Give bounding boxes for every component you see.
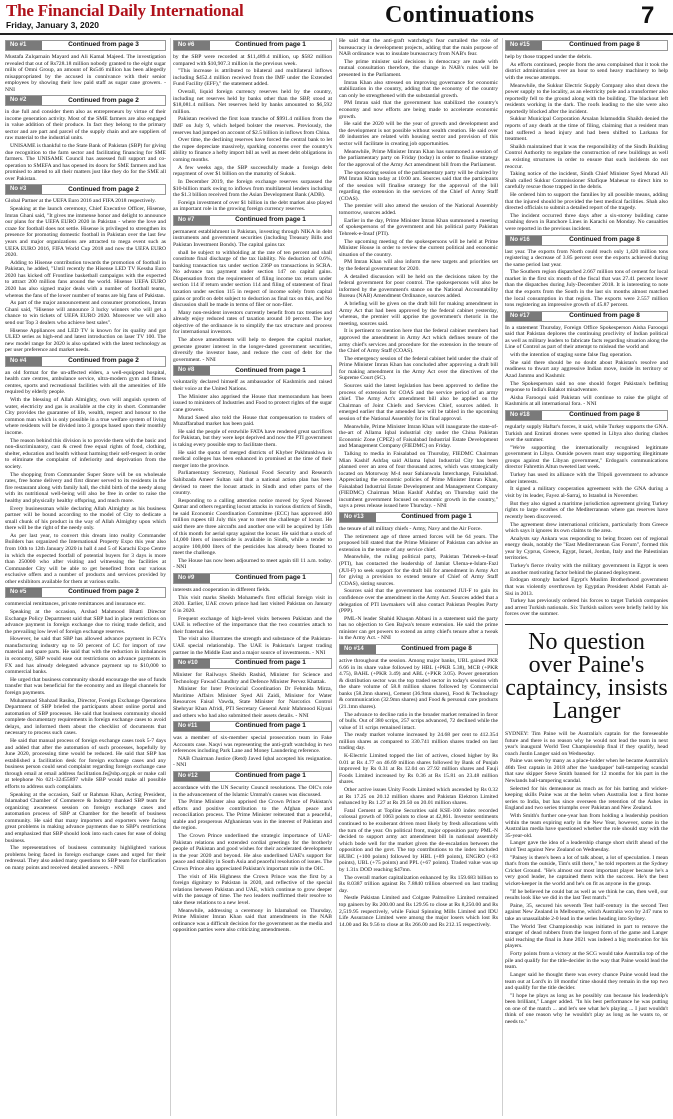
continuation-box	[339, 644, 498, 655]
paragraph: Foreign investment of over $1 billion in the debt market also played an important role in the growing foreign currency reserves.	[173, 199, 332, 213]
paragraph: "I hope he plays as long as he possibly can because his leadership's been brilliant," Langer added. "In his best performance he was putting on one of the match ... and let's see what he's playing ... I just wouldn't think of one reason why he wouldn't play as long as he wants to, or needs to."	[505, 992, 668, 1025]
paragraph: He said the 2020 will be the year of growth and development and the development is not possible without wealth creation. He said over 40 industries are related with housing sector and provision of this sector will facilitate in creating job opportunities.	[339, 121, 498, 147]
story-number: No #2	[6, 96, 42, 105]
paragraph: The Spokesperson said no one should forget Pakistan's befitting response to India's Balakot misadventure.	[505, 380, 668, 394]
continued-from: Continued from page 2	[68, 96, 139, 104]
column-divider	[336, 38, 337, 1116]
paragraph: Pakistan received the first loan tranche of $991.4 million from the IMF on July 9, which helped bolster the reserves. Previously, the reserves had jumped on account of $2.5 billion in inflows from China.	[173, 116, 332, 136]
paragraph: The incident occurred three days after a six-storey building came crashing down in Ranchore Lines in Karachi on Monday. No casualties were reported in the previous incident.	[505, 212, 668, 232]
paragraph: "If he believed he could bat as well as we think he can, then well, our results look like we did in the last Test match."	[505, 888, 668, 902]
continued-from: Continued from page 8	[569, 235, 640, 243]
paragraph: Speaking at the occasion, Arshad Mahmood Bhatti Director Exchange Policy Department said that SBP had in place restrictions on advance payment in foreign exchange due to rising trade deficit, and the prevailing low level of foreign exchange reserves.	[5, 608, 166, 635]
paragraph: Meanwhile, the Sukkur Electric Supply Company also shut down the power supply to the locality, as an electricity pole and a transformer also reportedly fell to the ground along with the building. The blackout left residents working in the dark. The roofs leading to the site were also reportedly blocked after the incident.	[505, 82, 668, 115]
paragraph: The Minister also apprised the House that memorandum has been issued to ministers of Industries and Food to protect rights of the sugar cane growers.	[173, 393, 332, 413]
paragraph: Muhammad Shahzad Rasika, Director, Foreign Exchange Operations Department of SBP briefed the participants about online portal and automation of SBP processes. He said that business community should complete documentary requirements in foreign exchange cases to avoid delays, and informed them about the checklist of documents that necessary to process such cases.	[5, 697, 166, 737]
paragraph: Many non-resident investors currently benefit from tax treaties and already enjoy reduced rates of taxation around 10 percent. The key objective of the ordinance is to simplify the tax structure and process for international investors.	[173, 309, 332, 336]
continuation-box	[173, 215, 332, 226]
story-number: No #8	[174, 366, 210, 375]
continued-from: Continued from page 1	[401, 513, 472, 521]
story-number: No #12	[174, 772, 210, 781]
paragraph: Paine, 35, secured his seventh Test half-century in the second Test against New Zealand in Melbourne, which Australia won by 247 runs to take an unassailable 2-0 lead in the series heading into Sydney.	[505, 902, 668, 923]
continuation-box	[5, 40, 166, 51]
paragraph: A few weeks ago, the SBP successfully made a foreign debt repayment of over $1 billion on the maturity of Sukuk.	[173, 164, 332, 178]
paragraph: Adding to Hisense contribution towards the promotion of football in Pakistan, he added, "Until recently the Hisense LED TV Kessha Euro 2020 has kicked off Frontline basketball campaigns with the expected to attract 200 million fans around the world. Hisense UEFA EURO 2020 has also signed major deals with a number of football teams, whereas the fans of the lower number of teams are big fans of Pakistan.	[5, 259, 166, 299]
continued-from: Continued from page 2	[68, 588, 139, 596]
paragraph: in due full and consider them also as entrepreneurs by virtue of their income generation activity. Most of the SME farmers are also engaged in value addition of their produce. In fact they belong to the primary sector and are part and parcel of the supply chain and are suppliers of raw material to the industrial units.	[5, 109, 166, 142]
newspaper-logo: The Financial Daily International	[6, 1, 244, 20]
paragraph: However, he said that SBP has allowed advance payment in FCYs manufacturing industry up to 50 percent of LC for import of raw material and spare parts. He said that with the reduction in imbalances in economy, SBP would ease out restrictions on advance payments in FX and has already delegated advance payment up to $10,000 to commercial banks.	[5, 636, 166, 676]
paragraph: Other active issues Unity Foods Limited which ascended by Rs 0.32 at Rs 17.25 on 20.12 million shares and Pakistan Elektron Limited enhanced by Rs 1.27 at Rs 29.50 on 20.01 million shares.	[339, 787, 498, 807]
paragraph: PM Imran Khan will also inform the new targets and priorities set by the federal government for 2020.	[339, 259, 498, 272]
paragraph: commercial remittances, private remittances and insurance etc.	[5, 601, 146, 608]
paragraph: In December 2019, the foreign exchange reserves surpassed the $10-billion mark owing to inflows from multilateral lenders including the $1.3 billion received from the Asian Development Bank (ADB).	[173, 178, 332, 199]
paragraph: The shopping from Commander Super Store will be on wholesale rates, free home delivery and first dinner served to its residents in the fire restaurant along with family hall, the child birth of the needy along with its nutritional well-being will also be free in order to raise the healthy and physically healthy offspring, and much more.	[5, 471, 166, 504]
paragraph: help by those trapped under the debris.	[505, 54, 592, 60]
story-number: No #18	[506, 411, 542, 420]
paragraph: The ready market volume increased by 24.68 per cent to 412.354 million shares as compared to 330.741 million shares traded on last trading day.	[339, 732, 498, 752]
paragraph: The World Test Championship was initiated in part to remove the stranger of dead rubbers from the longest form of the game and Langer said reaching the final in June 2021 was indeed a big motivation for his players.	[505, 923, 668, 950]
paragraph: The upcoming meeting of the spokespersons will be held at Prime Minister House in order to review the current political and economic situation of the country.	[339, 238, 498, 258]
paragraph: Turkey has used its alliance with the Tripoli government to advance other interests.	[505, 472, 668, 485]
paragraph: The visit also illustrates the strength and substance of the Pakistan-UAE special relationship. The UAE is Pakistan's largest trading partner in the Middle East and a major source of investments. - NNI	[173, 636, 332, 656]
article-headline: No question over Paine's captaincy, insists Langer	[505, 624, 668, 723]
paragraph: Overall, liquid foreign currency reserves held by the country, including net reserves held by banks other than the SBP, stood at $18,081.4 million. Net reserves held by banks amounted to $6,592 million.	[173, 89, 332, 115]
continuation-box	[5, 95, 166, 106]
column-divider	[170, 38, 171, 1116]
story-number: No #5	[6, 588, 42, 597]
paragraph: The reason behind this division is to provide them with the basic and non-discriminatory, cast & creed free equal rights of food, clothing, shelter, education and health without harming their self-respect in order to eliminate the complaint of inferiority and deprivation from the society.	[5, 437, 166, 470]
continuation-box	[173, 721, 332, 732]
paragraph: She said there should be no doubt about Pakistan's resolve and readiness to thwart any aggressive Indian move, inside its territory or Azad Jammu and Kashmir.	[505, 359, 668, 379]
paragraph: Talking to media in Faisalabad on Thursday, FIEDMC Chairman Mian Kashif Ashfaq said Allama Iqbal Industrial City has been planned over an area of four thousand acres, which was strategically located on Motorway M-4 near Sahianwala Interchange, Faisalabad. Appreciating the economic policies of Prime Minister Imran Khan, Faisalabad Industrial Estate Development and Management Company (FIEDMC) Chairman Mian Kashif Ashfaq on Thursday said the incumbent government focused on economic growth in the country," says a press release issued here Thursday. - NNI	[339, 451, 498, 510]
continued-from: Continued from page 1	[235, 659, 306, 667]
masthead	[0, 0, 673, 35]
paragraph: He said that manual process of foreign exchange cases took 5-7 days and added that after the automation of such processes, hopefully by June 2020, processing time would be reduced. He said that SBP has established a facilitation desk for foreign exchange cases and any business person could send complaint regarding foreign exchange case through email at email address facilitation.fe@sbp.org.pk or make call at telephone No 021-32455897 while SBP would make all possible efforts to address such complaints.	[5, 738, 166, 790]
paragraph: He said the people of erstwhile FATA have rendered great sacrifices for Pakistan, but they were kept deprived and now the PTI government is taking every possible step to facilitate them.	[173, 428, 332, 448]
continued-from: Continued from page 1	[235, 41, 306, 49]
continuation-box	[505, 235, 668, 246]
paragraph: Global Partner at the UEFA Euro 2016 and FIFA 2018 respectively.	[5, 198, 156, 205]
paragraph: It is pertinent to mention here that the federal cabinet members had approved the amendment in Army Act which defines tenure of the army chief's services and procedure for the extension in the tenure of the Chief of Army Staff (COAS).	[339, 328, 498, 355]
paragraph: Parliamentary Secretary, National Food Security and Research Sahibzada Ameer Sultan said that a national action plan has been devised to meet the locust attack in Sindh and other parts of the country.	[173, 470, 332, 497]
paragraph: Turkey's fierce rivalry with the military government in Egypt is seen as another motivating factor behind the planned deployment.	[505, 563, 668, 576]
paragraph: was a member of six-member special prosecution team in Fake Accounts case. Naqvi was representing the anti-graft watchdog in two references including Park Lane and Money Laundering reference.	[173, 735, 332, 755]
paragraph: The agreement drew international criticism, particularly from Greece which says it ignores its own claims to the area.	[505, 521, 668, 535]
story-number: No #6	[174, 41, 210, 50]
paragraph: The emergency session of the federal cabinet held under the chair of Prime Minister Imran Khan has concluded after approving a draft bill for making amendment in the Army Act over the directives of the Supreme Court (SC).	[339, 355, 498, 382]
story-number: No #7	[174, 216, 210, 225]
continued-from: Continued from page 1	[235, 574, 306, 582]
paragraph: Every businessman while declaring Allah Almighty as his business partner will be bound according to the model of City to dedicate a small chunk of his product in the way of Allah Almighty upon which there will be the right of the needy only.	[5, 505, 166, 532]
paragraph: "We're supporting the internationally recognised legitimate government in Libya. Outside powers must stay supporting illegitimate groups against the Libyan government," Erdogan's communications director Fahrettin Altun tweeted last week.	[505, 444, 668, 471]
paragraph: Meanwhile, the ruling political party, Pakistan Tehreek-e-Insaf (PTI), has contacted the leadership of Jamiat Ulema-e-Islam-Fazl (JUI-F) to seek support for the draft bill for amendment in Army Act for giving a provision to extend tenure of Chief of Army Staff (COAS), sisting sources.	[339, 554, 498, 587]
continuation-box	[173, 40, 332, 51]
story-number: No #10	[174, 659, 210, 668]
paragraph: interests and cooperation in different fields.	[173, 587, 271, 594]
paragraph: Hisense Appliances and LED TV is known for its quality and got ULED series as high-end and latest introduction on laser TV 100. The new model range for 2020 is also updated with the latest technology as per user preference and market needs.	[5, 327, 166, 354]
paragraph: Earlier in the day, Prime Minister Imran Khan summoned a meeting of spokespersons of the government and his political party Pakistan Tehreek-e-Insaf (PTI).	[339, 217, 498, 237]
continuation-box	[5, 184, 166, 195]
paragraph: Langer said he thought there was every chance Paine would lead the team out at Lord's in 18 months' time should they remain in the top two and qualify for the title decider.	[505, 971, 668, 992]
story-number: No #15	[506, 41, 542, 50]
continued-from: Continued from page 2	[68, 185, 139, 193]
paragraph: the tenure of all military chiefs - Army, Navy and the Air Force.	[339, 525, 482, 532]
continued-from: Continued from page 8	[569, 41, 640, 49]
continuation-box	[173, 573, 332, 584]
page-number: 7	[641, 2, 655, 29]
issue-date: Friday, January 3, 2020	[6, 20, 99, 30]
paragraph: The Crown Prince underlined the strategic importance of UAE-Pakistan relations and extended cordial greetings for the brotherly people of Pakistan and good wishes for their accelerated development in the year 2020 and beyond. He also underlined UAE's support for peace and stability in South Asia and peaceful resolution of issues. The Crown Prince also appreciated Pakistan's important role in the OIC.	[173, 833, 332, 872]
continued-from: Continued from page 8	[401, 645, 472, 653]
paragraph: Mustafa Zulqarnain Mayard and Ali Kamal Majeed. The investigation revealed that out of Rs728.18 million nobody granted to the eight sugar mills of Omni Group, an amount of Rs546 million has been allegedly misappropriated by the accused in connivance with their senior employees by showing their low paid staff as sugar cane growers. - NNI	[5, 54, 166, 93]
paragraph: The Prime Minister also apprised the Crown Prince of Pakistan's efforts and positive contribution to the Afghan peace and reconciliation process. The Prime Minister reiterated that a peaceful, stable and prosperous Afghanistan was in the interest of Pakistan and the region.	[173, 799, 332, 832]
paragraph: It signed a military cooperation agreement with the GNA during a visit by its leader, Fayez al-Sarraj, to Istanbul in November.	[505, 486, 668, 499]
continuation-box	[339, 512, 498, 523]
paragraph: voluntarily declared himself as ambassador of Kashmiris and raised their voice at the United Nations.	[173, 379, 332, 392]
continuation-box	[505, 410, 668, 421]
paragraph: With the blessing of Allah Almighty, own will anguish system of water, electricity and gas is available at the city in short. Commander City provides the guarantee of life, wealth, respect and honour to the common man which is only possible in a true welfare system of living where residents will be divided into 3 groups based upon their monthly income.	[5, 397, 166, 436]
paragraph: "Painey is there's been a lot of talk about, a lot of speculation. I mean that's from the outside, Tim's still there," he told reporters at the Sydney Cricket Ground. "He's almost our most important player because he's a very good leader, he captained them with the success. He's the best wicket-keeper in the world and he's on fit as anyone in the group.	[505, 854, 668, 887]
paragraph: PM Imran said that the government has stabilized the country's economy and now efforts are being made to accelerate economic growth.	[339, 100, 498, 120]
paragraph: "This increase is attributed to bilateral and multilateral inflows including $452.4 million received from the IMF under the Extended Fund Facility (EFF)," the statement added.	[173, 68, 332, 88]
paragraph: Fatal Cement at Topline Securities said KSE-100 index recorded colossal growth of 1063 points to close at 42,861. Investor sentiments continued to be exuberant driven most likely by fresh allocations with the turn of the year. On political front, major opposition party PML-N decided to support army act amendment bill in national assembly which bode well for the market given the de-escalation between the opposition and the govt. The top contributions to the index included HUBC (+100 points) followed by HBL (+89 points), ENGRO (+83 points), UBL (+75 points) and PPL (+67 points). Traded value was up by 1.31x DOD reaching $47mn.	[339, 807, 498, 873]
paragraph: Over time, the declining reserves have forced the central bank to let the rupee depreciate massively, sparking concerns over the country's ability to finance a hefty import bill as well as meet debt obligations in coming months.	[173, 137, 332, 163]
continuation-box	[5, 356, 166, 367]
paragraph: He urged that business community should encourage the use of funds transfer that was beneficial for the economy and an illegal channels for foreign payments.	[5, 676, 166, 696]
story-number: No #14	[340, 645, 376, 654]
paragraph: active throughout the session. Among major banks, UBL gained PKR 6.66 in its share value followed by HBL (+PKR 5.38), MCB (+PKR 4.75), BAHL (+PKR 3.49) and ABL (+PKR 3.05). Power generation & distribution sector was the top traded sector in today's session with the share volume of 58.8 million shares followed by Commercial banks (58.2mn shares), Cement (36.9mn shares), Food & Technology & communication (32.9mn shares) and Food & personal care products (21.1mn shares).	[339, 657, 498, 710]
paragraph: K-Electric Limited topped the list of actives, closed higher by Rs 0.01 at Rs 4.77 on 46.69 million shares followed by Bank of Punjab improved by Rs 0.31 at Rs 12.04 on 27.92 million shares and Fauji Foods Limited increased by Rs 0.36 at Rs 15.81 on 23.48 million shares.	[339, 753, 498, 786]
continuation-box	[173, 365, 332, 376]
paragraph: The above amendments will help to deepen the capital market, generate greater interest in the longer-dated government securities, diversify the investor base, and reduce the cost of debt for the government. - NNI	[173, 337, 332, 363]
paragraph: an old format for the un-affected elders, a well-equipped hospital, health care centres, ambulance service, ultra-modern gym and fitness centres, sports and recreational facilities with all the amenities of life required by elderly people.	[5, 369, 166, 396]
continued-from: Continued from page 1	[235, 722, 306, 730]
continuation-box	[505, 40, 668, 51]
paragraph: As part of the major announcement and consumer promotions, Imran Ghani said, "Hisense will announce 3 lucky winners who will get a chance to win tickets of UEFA EURO 2020. Moreover we will also send our Top 3 dealers who achieve best sales".	[5, 300, 166, 326]
paragraph: The House has now been adjourned to meet again till 11 a.m. today. - NNI	[173, 557, 332, 571]
paragraph: regularly supply Haftar's forces, it said, while Turkey supports the GNA. Turkish and Emirati drones were spotted in Libya also during clashes over the summer.	[505, 423, 668, 444]
paragraph: UNISAME is thankful to the State Bank of Pakistan (SBP) for giving due recognition to the farm sector and facilitating financing for SME farmers. The UNISAME Council has assessed full support and co-operation to SMEFA and has opened its doors for SME farmers and has promised to attend to all their matters just like they do for the SME all over Pakistan.	[5, 143, 166, 182]
paragraph: With Smith's further one-year ban from holding a leadership position within the team expiring early in the New Year, however, some in the Australian media have questioned whether the role should stay with the 35-year-old.	[505, 813, 668, 839]
column-2	[173, 38, 332, 1116]
paragraph: He said the quota of merged districts of Khyber Pakhtunkhwa in medical colleges has been enhanced in promised at the time of their merger into the province.	[173, 449, 332, 469]
paragraph: Aisha Farooqui said Pakistan will continue to raise the plight of Kashmiris at all international fora. - NNI	[505, 394, 668, 408]
paragraph: This visit marks Sheikh Mohamed's first official foreign visit in 2020. Earlier, UAE crown prince had last visited Pakistan on January 6 in 2020.	[173, 594, 332, 614]
paragraph: Sources said the latest legislation has been approved to define the process of extension for COAS and the service period of an army chief. The Army Act's amendment bill also be applied on the Chairman of Joint Chiefs and Services Chief, sources added. It emerged earlier that the amended law will be tabled in the upcoming session of the National Assembly for its final approval.	[339, 383, 498, 422]
paragraph: Meanwhile, addressing a ceremony in Islamabad on Thursday, Prime Minister Imran Khan said that amendments in the NAB ordinance was a difficult decision for the government as the media and opposition parties were also criticizing amendments.	[173, 907, 332, 934]
paragraph: Meanwhile, Prime Minister Imran Khan will inaugurate the state-of-the-art of Allama Iqbal industrial city under the China Pakistan Economic Zone (CPEZ) of Faisalabad Industrial Estate Development and Management Company (FIEDMC) on Friday.	[339, 423, 498, 450]
column-divider	[502, 38, 503, 1116]
paragraph: The representatives of business community highlighted various problems being faced in foreign exchange cases and urged for their redressal. They also asked many questions to SBP team for clarification on many points and received detailed answers. - NNI	[5, 845, 166, 871]
paragraph: PML-N leader Shahid Khaqan Abbasi in a statement said the party has no objection to Gen Bajwa's tenure extension. He said the prime minister can get powers to extend an army chief's tenure after a tweak in the Army Act. - NNI	[339, 615, 498, 642]
paragraph: The Southern region dispatched 2.667 million tons of cement for local market in the first six month of the fiscal that was 27.41 percent lower than the dispatches during July-December 2018. It is interesting to note that the exports from the South in the last six months almost matched the local consumption in that region. The exports were 2.557 million tons registering an impressive growth of 45.87 percent.	[505, 269, 668, 309]
paragraph: permanent establishment in Pakistan, investing through NIKA in debt instruments and government securities (including Treasury Bills and Pakistan Investment Bonds). The capital gains tax	[173, 228, 332, 248]
paragraph: accordance with the UN Security Council resolutions. The OIC's role in the advancement of the Islamic Ummah's causes was discussed.	[173, 784, 332, 798]
paragraph: Erdogan strongly backed Egypt's Muslim Brotherhood government that was violently overthrown by Egyptian President Abdel Fattah al-Sisi in 2013.	[505, 577, 668, 597]
continued-from: Continued from page 1	[235, 366, 306, 374]
continuation-box	[505, 311, 668, 322]
paragraph: Paine was seen by many as a place-holder when he became Australia's 46th Test captain in 2018 after the 'sandpaper' ball-tampering scandal that saw skipper Steve Smith banned for 12 months for his part in the Newlands ball-tampering scandal.	[505, 758, 668, 784]
paragraph: As per last year, to convert this dream into reality Commander Builders has organized the International Property Expo this year also from 10th to 12th January 2020 in hall 4 and 5 of Karachi Expo Centre in which the expected footfall of potential buyers for 3 days is more than 250000 who after visiting and witnessing the facilities at Commander City will be able to get benefited from our various exclusive offers and a number of products and services provided by other exhibitors available for them at various stalls.	[5, 532, 166, 585]
paragraph: with the intention of staging some false flag operation.	[510, 352, 633, 359]
paragraph: Sources said that the government has contacted JUI-F to gain its confidence over the amendment in the Army Act. Sources added that a delegation of PTI lawmakers will also contact Pakistan Peoples Party (PPP).	[339, 588, 498, 615]
paragraph: As efforts continued, people from the area complained that it took the district administration over an hour to send heavy machinery to help with the rescue attempts.	[505, 61, 668, 81]
continued-from: Continued from page 8	[569, 311, 640, 319]
story-number: No #1	[6, 41, 42, 50]
paragraph: Minister for Inter Provincial Coordination Dr Fehmida Mirza, Maritime Affairs Minister Syed Ali Zaidi, Minister for Water Resources Faisal Vawda, State Minister for Narcotics Control Shehryar Khan Afridi, PTI Secretary General Amir Mahmood Kiyani and others who had also submitted their assets details. - NNI	[173, 686, 332, 719]
continued-from: Continued from page 2	[68, 357, 139, 365]
paragraph: The prime minister said decisions in democracy are made with mutual consultation therefore, the change in NAB's rules will be presented in the Parliament.	[339, 58, 498, 78]
paragraph: Responding to a calling attention notice moved by Syed Naveed Qamar and others regarding locust attacks in various districts of Sindh, he said Economic Coordination Committee (ECC) has approved 460 million rupees till July this year to meet the challenge of locust. He said there are three aircrafts and another one will be acquired by 15th of this month for aerial spray against the locust. He said that a stock of 14,000 liters of insecticide is available in Sindh, while a tender to acquire 100,000 liters of the pesticides has already been floated to meet the challenge.	[173, 497, 332, 557]
paragraph: NAB Chairman Justice (Retd) Javed Iqbal accepted his resignation. - NNI	[173, 755, 332, 769]
story-number: No #17	[506, 312, 542, 321]
paragraph: In a statement Thursday, Foreign Office Spokesperson Aisha Farooqui said that Pakistan deplores the continuing proclivity of Indian political as well as military leaders to fabricate facts regarding situation along the Line of Control as part of their attempt to mislead the world and	[505, 324, 668, 351]
column-1	[5, 38, 166, 1116]
paragraph: Taking notice of the incident, Sindh Chief Minister Syed Murad Ali Shah called Sukkur Commissioner Shafique Mahesar to direct him to carefully rescue those trapped in the debris.	[505, 171, 668, 191]
story-number: No #16	[506, 236, 542, 245]
story-number: No #4	[6, 357, 42, 366]
paragraph: Minister for Railways Sheikh Rashid, Minister for Science and Technology Fawad Chaudhry and Defence Minister Pervez Khattak.	[173, 672, 332, 685]
continued-from: Continued from page 8	[569, 411, 640, 419]
story-number: No #9	[174, 574, 210, 583]
paragraph: Forty points from a victory at the SCG would take Australia top of the pile and qualify for the title-decider in the way that Paine would lead the team.	[505, 951, 668, 971]
story-number: No #3	[6, 185, 42, 194]
column-3	[339, 38, 498, 1116]
paragraph: Murad Saeed also told the House that compensation to traders of Muzaffarabad market has been paid.	[173, 414, 332, 428]
paragraph: Speaking at the occasion, Saif ur Rahman Khan, Acting President, Islamabad Chamber of Commerce & Industry thanked SBP team for organizing awareness session on foreign exchange cases and automation process of SBP at Chamber for the benefit of business community. He said that many importers and exporters were facing great problems in making advance payments due to SBP's restrictions and emphasized that SBP should look into such cases for ease of doing business.	[5, 791, 166, 844]
paragraph: last year. The exports from North could reach only 1,420 million tons registering a decrease of 3.85 percent over the exports achieved during the same period last year.	[505, 248, 668, 268]
paragraph: Sukkur Municipal Corporation Arsalan Islamuddin Shaikh denied the reports of any death at the time of filing, claiming that a resident man had suffered a head injury and had been shifted to Larkana for treatment.	[505, 116, 668, 143]
story-number: No #11	[174, 722, 210, 731]
paragraph: A briefing will be given on the draft bill for making amendment in Army Act that had been approved by the federal cabinet yesterday, whereas, the premier will apprise the government's rhetoric in the meeting, sources said.	[339, 301, 498, 327]
paragraph: The premier will also attend the session of the National Assembly tomorrow, sources added.	[339, 203, 498, 216]
continued-from: Continued from page 3	[68, 41, 139, 49]
paragraph: Turkey has previously ordered his forces to target Turkish companies and arrest Turkish nationals. Six Turkish sailors were briefly held by his forces over the summer.	[505, 598, 668, 618]
paragraph: by the SBP were recorded at $11,489.4 million, up $582 million compared with $10,907.3 million in the previous week.	[173, 54, 332, 67]
paragraph: A detailed discussion will be held on the decisions taken by the federal government for poor control. The spokespersons will also be informed by the government's stance on the National Accountability Bureau (NAB) Amendment Ordinance, sources added.	[339, 273, 498, 300]
continuation-box	[5, 587, 166, 598]
paragraph: He ordered him to support the families by all possible means, adding that the injured should be provided the best medical facilities. Shah also directed officials to submit a detailed report of the tragedy.	[505, 192, 668, 212]
paragraph: The sponsoring session of the parliamentary party will be chaired by PM Imran Khan today at 10:00 am. Sources said that the participants of the session will finalise strategy for the approval of the bill regarding the extension in the services of the Chief of Army Staff (COAS).	[339, 169, 498, 202]
paragraph: Shaikh maintained that it was the responsibility of the Sindh Building Control Authority to regulate the construction of new buildings as well as existing structures in order to ensure that such incidents do not reoccur.	[505, 143, 668, 170]
paragraph: The retirement age of three armed forces will be 64 years. The proposed bill stated that the Prime Minister of Pakistan can advise an extension in the tenure of any service chief.	[339, 533, 498, 553]
paragraph: Langer gave the idea of a leadership change short shrift ahead of the third Test against New Zealand on Wednesday.	[505, 840, 668, 853]
paragraph: Selected for his demeanour as much as for his batting and wicket-keeping skills Paine was at the helm when Australia lost a first home series to India, but has since overseen the retention of the Ashes in England and two series triumphs over Pakistan and New Zealand.	[505, 785, 668, 812]
paragraph: Nestle Pakistan Limited and Colgate Palmolive Limited remained top gainers by Rs 200.00 and Rs 129.95 to close at Rs 8,250.00 and Rs 2,519.95 respectively, while Faisal Spinning Mills Limited and IDU Life Assurance Limited were among the major losers which lost Rs 14.00 and Rs 9.56 to close at Rs 266.00 and Rs 212.15 respectively.	[339, 895, 498, 928]
column-4	[505, 38, 668, 1116]
paragraph: But they also signed a maritime jurisdiction agreement giving Turkey rights to large swathes of the Mediterranean where gas reserves have recently been discovered.	[505, 500, 668, 520]
paragraph: He said that the anti-graft watchdog's fear curtailed the role of bureaucracy in development projects, adding that the main purpose of NAB ordinance was to insulate bureaucracy from NAB's fear.	[339, 38, 498, 58]
paragraph: shall be subject to withholding at the rate of ten percent and shall constitute final discharge of the tax liability. No deduction of 0.6%, banking transaction tax under section 236P on transactions in SCRA. No advance tax payment under section 147 on capital gains. Dispensation from the requirement of filing income tax return under section 114 if return under section 114 and filing of statement of final taxation under section 115 in respect of income solely from capital gains or profit on debt subject to deduction as final tax on this, and No discussion shall be made in terms of filer or non-filer.	[173, 249, 332, 309]
story-number: No #13	[340, 513, 376, 522]
paragraph: Meanwhile, Prime Minister Imran Khan has summoned a session of the parliamentary party on Friday (today) in order to finalise strategy for the approval of the Army Act amendment bill from the Parliament.	[339, 148, 498, 168]
paragraph: The overall market capitalization enhanced by Rs 159.683 billion to Rs 8.0387 trillion against Rs 7.8840 trillion observed on last trading day.	[339, 874, 498, 894]
continuation-box	[173, 658, 332, 669]
section-title: Continuations	[385, 2, 535, 28]
paragraph: SYDNEY: Tim Paine will be Australia's captain for the foreseeable future and there is no reason why he would not lead the team in next year's inaugural World Test Championship final if they qualify, head coach Justin Langer said on Wednesday.	[505, 730, 668, 757]
paragraph: Speaking at the launch ceremony, Chief Executive Officer, Hisense, Imran Ghani said, "It gives me immense honor and delight to announce our plans for the UEFA EURO 2020 in Pakistan - where the love and craze for football does not settle. Hisense is privileged to strengthen its presence for promoting domestic football in Pakistan over the last few years and major organizations are attracted to mega event such as UEFA EURO 2016, FIFA World Cup 2018 and now the UEFA EURO 2020.	[5, 206, 166, 259]
paragraph: The advance to decline ratio in the broader market remained in favor of bulls. Out of 380 scrips, 257 scrips advanced, 72 declined while the value of 11 scrips remained intact.	[339, 711, 498, 731]
paragraph: The visit of His Highness the Crown Prince was the first by a foreign dignitary to Pakistan in 2020, and reflective of the special relations between Pakistan and UAE, which continue to grow deeper with the passage of time. The two leaders reaffirmed their resolve to take these relations to a new level.	[173, 873, 332, 906]
paragraph: Imran Khan also stressed on improving governance for economic stabilization in the country, adding that the economy of the country can only be strengthened with the substantial growth.	[339, 79, 498, 99]
continued-from: Continued from page 1	[235, 772, 306, 780]
continuation-box	[173, 771, 332, 782]
paragraph: Analysts say Ankara was responding to being frozen out of regional energy deals, notably the "East Mediterranean Gas Forum", formed this year by Cyprus, Greece, Egypt, Israel, Jordan, Italy and the Palestinian territories.	[505, 535, 668, 562]
continued-from: Continued from page 1	[235, 216, 306, 224]
paragraph: Frequent exchange of high-level visits between Pakistan and the UAE is reflective of the importance that the two countries attach to their fraternal ties.	[173, 615, 332, 635]
